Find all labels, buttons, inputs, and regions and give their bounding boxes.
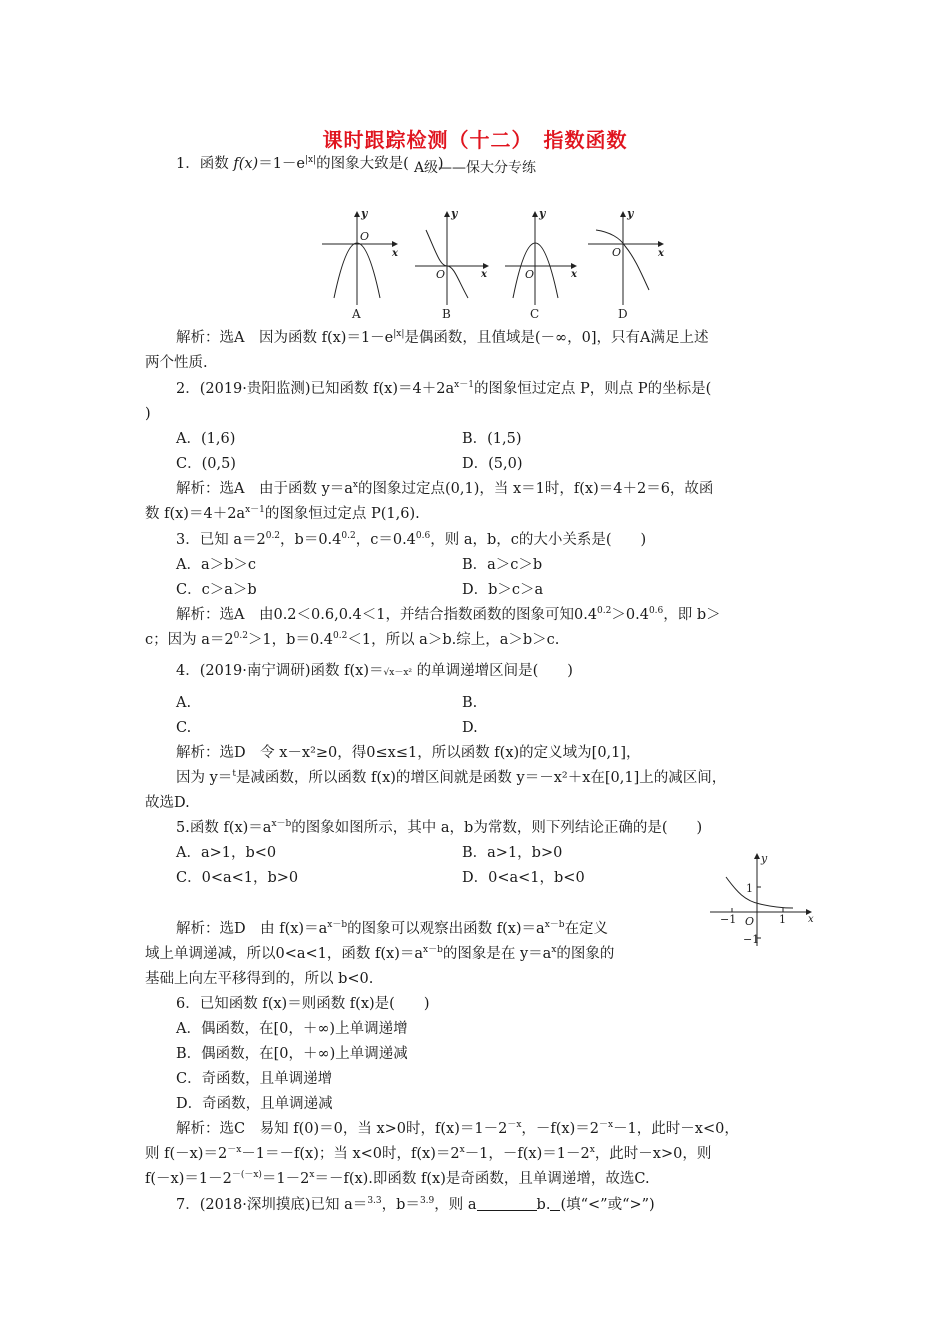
question-5-analysis-3: 基础上向左平移得到的，所以 b<0. xyxy=(145,971,374,987)
question-5-option-b: B．a>1，b>0 xyxy=(462,845,563,861)
graph-b xyxy=(415,212,488,305)
question-1-analysis: 解析：选A 因为函数 $f(x)=1-e^{|x|}$是偶函数，且值域是(－∞，0]，只有A满足上述 xyxy=(176,329,709,346)
svg-text:y: y xyxy=(539,207,546,220)
question-2-option-b: B．(1,5) xyxy=(462,431,522,447)
svg-text:D: D xyxy=(618,307,628,321)
question-3-option-c: C．c＞a＞b xyxy=(176,582,257,598)
svg-text:x: x xyxy=(392,248,398,259)
question-6-option-c: C．奇函数，且单调递增 xyxy=(176,1071,333,1087)
svg-text:A: A xyxy=(352,307,361,321)
question-3-option-a: A．a＞b＞c xyxy=(176,557,257,573)
question-6-analysis-2: 则 $f(-x)=2^{-x}-1=-f(x)$；当 x<0时，$f(x)=2^x-1$，$-f(x)=1-2^x$，此时－x>0，则 xyxy=(145,1145,712,1162)
question-4-option-d: D. xyxy=(462,720,478,736)
question-7-stem: 7．(2018·深圳摸底)已知 a＝$^{3.3}$，b＝$^{3.9}$，则 a b. (填“<”或“>”) xyxy=(176,1196,655,1213)
question-5-analysis: 解析：选D 由 $f(x)=a^{x-b}$的图象可以观察出函数 $f(x)=a^{x-b}$在定义 xyxy=(176,920,609,937)
svg-text:1: 1 xyxy=(746,882,753,895)
question-1-stem: 1．函数 $f(x)=1-e^{|x|}$的图象大致是( ) xyxy=(176,155,444,172)
question-6-analysis: 解析：选C 易知 f(0)＝0，当 x>0时，$f(x)=1-2^{-x}$，$-f(x)=2^{-x}-1$，此时－x<0， xyxy=(176,1120,739,1137)
question-4-analysis-2: 因为 y＝$^t$是减函数，所以函数 f(x)的增区间就是函数 y＝－x²＋x在[0,1]上的减区间， xyxy=(176,769,727,786)
page-title: 课时跟踪检测（十二） 指数函数 xyxy=(322,128,628,152)
svg-text:O: O xyxy=(360,230,370,243)
svg-text:B: B xyxy=(442,307,451,321)
question-6-option-d: D．奇函数，且单调递减 xyxy=(176,1096,333,1112)
question-2-stem: 2．(2019·贵阳监测)已知函数 $f(x)=4+2a^{x-1}$的图象恒过定点 P，则点 P的坐标是( xyxy=(176,380,712,397)
question-6-stem: 6．已知函数 f(x)＝则函数 f(x)是( ) xyxy=(176,996,430,1012)
question-4-option-c: C. xyxy=(176,720,192,736)
question-3-stem: 3．已知 $a=2^{0.2}$，$b=0.4^{0.2}$，$c=0.4^{0.6}$，则 a，b，c的大小关系是( ) xyxy=(176,531,647,548)
question-6-option-b: B．偶函数，在[0，＋∞)上单调递减 xyxy=(176,1046,408,1062)
question-6-analysis-3: $f(-x)=1-2^{-(-x)}=1-2^x=-f(x)$.即函数 f(x)是奇函数，且单调递增，故选C. xyxy=(145,1170,650,1187)
question-5-analysis-2: 域上单调递减，所以0<a<1，函数 $f(x)=a^{x-b}$的图象是在 $y=a^x$的图象的 xyxy=(145,945,615,962)
question-3-analysis: 解析：选A 由0.2＜0.6,0.4＜1，并结合指数函数的图象可知$0.4^{0.2}>0.4^{0.6}$，即 b＞ xyxy=(176,606,721,623)
question-2-stem-cont: ) xyxy=(145,406,151,422)
question-5-graph xyxy=(705,850,820,950)
question-4-stem: 4．(2019·南宁调研)函数 f(x)＝√x－x² 的单调递增区间是( ) xyxy=(176,663,573,679)
question-1-analysis-cont: 两个性质. xyxy=(145,355,208,371)
question-2-analysis: 解析：选A 由于函数 $y=a^x$的图象过定点(0,1)，当 x＝1时，f(x)＝4＋2＝6，故函 xyxy=(176,480,714,497)
answer-blank[interactable] xyxy=(477,1196,537,1211)
svg-text:−1: −1 xyxy=(720,913,737,926)
question-2-option-c: C．(0,5) xyxy=(176,456,236,472)
svg-text:O: O xyxy=(525,268,535,281)
question-5-option-d: D．0<a<1，b<0 xyxy=(462,870,585,886)
svg-text:O: O xyxy=(436,268,446,281)
svg-text:y: y xyxy=(361,207,368,220)
question-3-option-b: B．a＞c＞b xyxy=(462,557,543,573)
svg-text:x: x xyxy=(481,269,487,280)
question-3-option-d: D．b＞c＞a xyxy=(462,582,544,598)
svg-text:1: 1 xyxy=(779,913,786,926)
svg-text:−1: −1 xyxy=(743,933,760,946)
svg-text:x: x xyxy=(658,248,664,259)
section-subtitle: A级——保大分专练 xyxy=(413,160,537,176)
svg-text:y: y xyxy=(451,207,458,220)
question-5-option-c: C．0<a<1，b>0 xyxy=(176,870,299,886)
svg-text:C: C xyxy=(530,307,540,321)
graph-a xyxy=(322,212,397,305)
svg-text:x: x xyxy=(571,269,577,280)
svg-text:y: y xyxy=(627,207,634,220)
svg-text:x: x xyxy=(808,914,814,925)
question-4-analysis: 解析：选D 令 x－x²≥0，得0≤x≤1，所以函数 f(x)的定义域为[0,1]， xyxy=(176,745,641,761)
svg-text:O: O xyxy=(745,915,755,928)
question-6-option-a: A．偶函数，在[0，＋∞)上单调递增 xyxy=(176,1021,408,1037)
svg-text:y: y xyxy=(761,852,768,865)
question-5-option-a: A．a>1，b<0 xyxy=(176,845,277,861)
question-3-analysis-cont: c；因为 $a=2^{0.2}>1$，$b=0.4^{0.2}<1$，所以 a＞b.综上，a＞b＞c. xyxy=(145,631,560,648)
question-2-option-d: D．(5,0) xyxy=(462,456,523,472)
question-1-graphs xyxy=(280,200,680,325)
svg-text:O: O xyxy=(612,246,622,259)
question-2-option-a: A．(1,6) xyxy=(176,431,236,447)
question-2-analysis-cont: 数 $f(x)=4+2a^{x-1}$的图象恒过定点 P(1,6). xyxy=(145,505,420,522)
graph-d xyxy=(588,212,663,305)
question-5-stem: 5.函数 $f(x)=a^{x-b}$的图象如图所示，其中 a，b为常数，则下列结论正确的是( ) xyxy=(176,819,703,836)
graph-c xyxy=(505,212,576,305)
question-4-option-b: B. xyxy=(462,695,478,711)
answer-blank-underline xyxy=(550,1196,560,1211)
question-4-option-a: A. xyxy=(176,695,192,711)
question-4-analysis-3: 故选D. xyxy=(145,795,190,811)
